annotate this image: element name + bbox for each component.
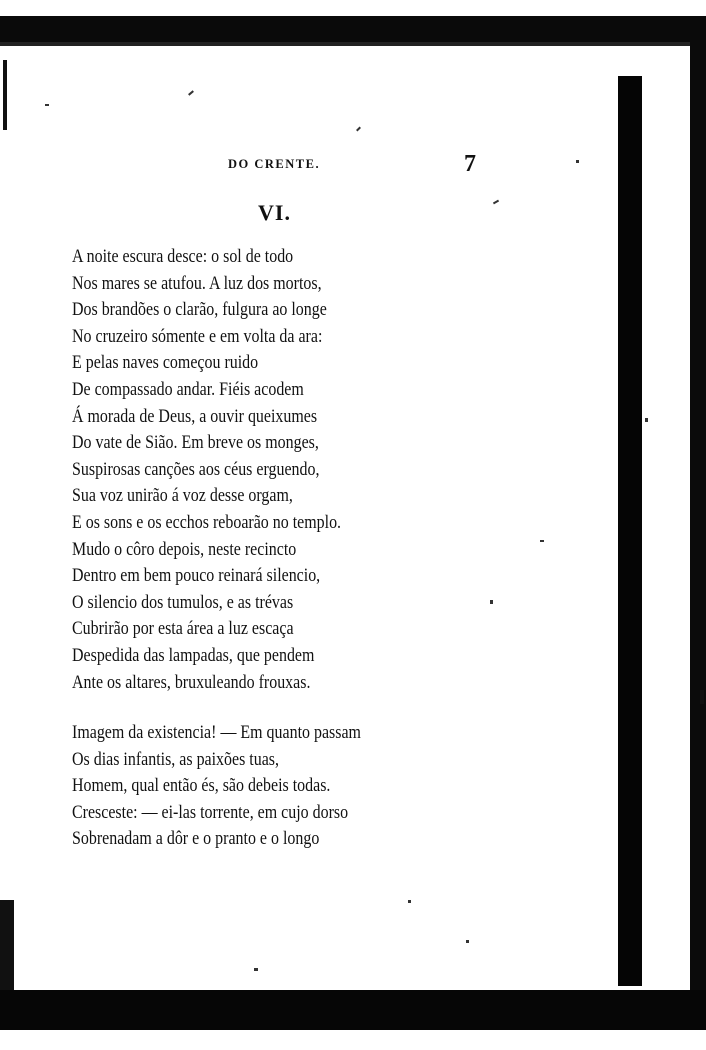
scan-border-right (618, 76, 642, 986)
scan-border-left-bottom (0, 900, 14, 995)
scan-border-top-inner (0, 42, 690, 46)
verse-line: Ante os altares, bruxuleando frouxas. (72, 671, 311, 693)
scan-speck (493, 200, 499, 205)
page-number: 7 (464, 151, 476, 177)
verse-line: Cresceste: — ei-las torrente, em cujo dorso (72, 801, 349, 823)
verse-line: Suspirosas canções aos céus erguendo, (72, 458, 320, 480)
poem-body (72, 244, 592, 853)
scan-speck (188, 90, 194, 95)
verse-line: E os sons e os ecchos reboarão no templo. (72, 511, 342, 533)
verse-line: Dos brandões o clarão, fulgura ao longe (72, 299, 327, 321)
verse-line: Nos mares se atufou. A luz dos mortos, (72, 272, 322, 294)
verse-line: Á morada de Deus, a ouvir queixumes (72, 405, 318, 427)
scan-speck (645, 418, 648, 422)
verse-line: Sua voz unirão á voz desse orgam, (72, 485, 293, 507)
scan-speck (408, 900, 411, 903)
scan-speck (45, 104, 49, 106)
scan-border-right-edge (690, 40, 706, 1030)
verse-line: De compassado andar. Fiéis acodem (72, 378, 304, 400)
scan-border-top (0, 16, 706, 42)
verse-line: A noite escura desce: o sol de todo (72, 246, 294, 267)
verse-line: Imagem da existencia! — Em quanto passam (72, 722, 361, 744)
verse-line: Dentro em bem pouco reinará silencio, (72, 565, 321, 587)
scan-border-bottom (0, 990, 706, 1030)
verse-line: Sobrenadam a dôr e o pranto e o longo (72, 828, 320, 850)
section-number: VI. (258, 200, 291, 225)
verse-line: Despedida das lampadas, que pendem (72, 644, 315, 666)
verse-line: Homem, qual então és, são debeis todas. (72, 775, 331, 797)
verse-line: No cruzeiro sómente e em volta da ara: (72, 325, 323, 347)
scan-border-right-notch (642, 840, 690, 950)
scan-border-left-mark (3, 60, 7, 130)
verse-line: Do vate de Sião. Em breve os monges, (72, 432, 319, 454)
verse-line: Cubrirão por esta área a luz escaça (72, 618, 294, 640)
scan-speck (700, 690, 704, 704)
stanza (72, 244, 592, 696)
page-header (0, 151, 706, 177)
verse-line: Os dias infantis, as paixões tuas, (72, 748, 280, 770)
verse-line: E pelas naves começou ruido (72, 352, 259, 374)
scan-speck (466, 940, 469, 943)
scan-speck (356, 127, 361, 132)
scan-border-bottom-lip (0, 1030, 706, 1050)
stanza (72, 720, 592, 853)
scan-speck (254, 968, 258, 971)
running-head: DO CRENTE. (228, 157, 321, 171)
verse-line: O silencio dos tumulos, e as trévas (72, 591, 294, 613)
verse-line: Mudo o côro depois, neste recincto (72, 538, 297, 560)
